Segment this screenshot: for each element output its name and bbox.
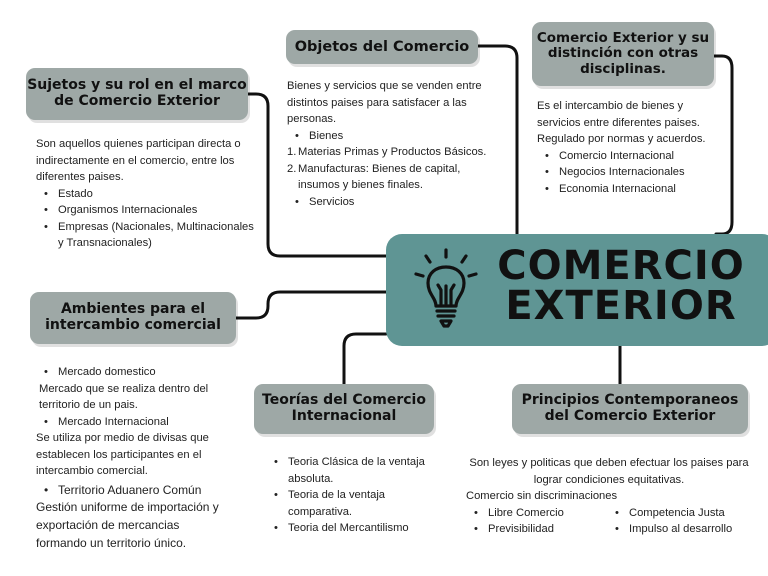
- list-item: • Previsibilidad: [466, 521, 606, 538]
- connector-ambientes: [236, 292, 386, 318]
- ambientes-list-3: [36, 482, 232, 499]
- pill-sujetos: Sujetos y su rol en el marco de Comercio Exterior: [26, 68, 248, 120]
- ambientes-list-2: [36, 414, 232, 431]
- ambientes-desc-3: Gestión uniforme de importación y exportación de mercancias formando un territorio único.: [36, 500, 219, 550]
- objetos-intro: Bienes y servicios que se venden entre distintos paises para satisfacer a las personas.: [287, 80, 482, 125]
- list-item: • Economia Internacional: [537, 181, 713, 198]
- distincion-intro: Es el intercambio de bienes y servicios entre diferentes paises. Regulado por normas y acuerdos.: [537, 100, 706, 145]
- pill-principios: Principios Contemporaneos del Comercio Exterior: [512, 384, 748, 434]
- sujetos-list: [36, 186, 256, 252]
- list-item: • Estado: [36, 186, 256, 203]
- list-item: • Servicios: [287, 194, 499, 211]
- list-item: • Teoria Clásica de la ventaja absoluta.: [266, 454, 436, 487]
- sujetos-intro: Son aquellos quienes participan directa o indirectamente en el comercio, entre los diferentes paises.: [36, 138, 241, 183]
- list-item: • Impulso al desarrollo: [607, 521, 752, 538]
- list-item: • Bienes: [287, 128, 499, 145]
- list-item: • Teoria del Mercantilismo: [266, 520, 436, 537]
- distincion-list: [537, 148, 713, 198]
- pill-objetos: Objetos del Comercio: [286, 30, 478, 64]
- text-distincion: [537, 98, 713, 197]
- principios-intro: Son leyes y politicas que deben efectuar los paises para lograr condiciones equitativas.: [469, 457, 749, 486]
- principios-list-col2: [607, 505, 752, 538]
- objetos-bienes-list: [287, 128, 499, 145]
- list-item: • Mercado Internacional: [36, 414, 232, 431]
- principios-list-col1: [466, 505, 606, 538]
- list-item: • Organismos Internacionales: [36, 202, 256, 219]
- list-item: • Negocios Internacionales: [537, 164, 713, 181]
- objetos-numbered-list: [287, 144, 499, 194]
- list-item: [287, 144, 499, 161]
- pill-distincion: Comercio Exterior y su distinción con otras disciplinas.: [532, 22, 714, 86]
- list-item: • Mercado domestico: [36, 364, 232, 381]
- list-number: 2.: [287, 162, 297, 175]
- list-item: • Teoria de la ventaja comparativa.: [266, 487, 436, 520]
- principios-subheading: Comercio sin discriminaciones: [466, 490, 618, 502]
- central-title: COMERCIO EXTERIOR: [497, 243, 745, 329]
- connector-distincion: [714, 56, 732, 234]
- ambientes-list-1: [36, 364, 232, 381]
- teorias-list: [266, 454, 436, 537]
- ambientes-desc-1: Mercado que se realiza dentro del territorio de un pais.: [39, 382, 209, 411]
- lightbulb-icon: [412, 246, 480, 332]
- list-item: • Libre Comercio: [466, 505, 606, 522]
- list-item: • Competencia Justa: [607, 505, 752, 522]
- connector-teorias: [344, 334, 386, 384]
- list-item: • Empresas (Nacionales, Multinacionales y Transnacionales): [36, 219, 256, 252]
- objetos-servicios-list: [287, 194, 499, 211]
- list-item: • Comercio Internacional: [537, 148, 713, 165]
- ambientes-desc-2: Se utiliza por medio de divisas que establecen los participantes en el intercambio comercial.: [36, 432, 209, 477]
- pill-teorias: Teorías del Comercio Internacional: [254, 384, 434, 434]
- text-principios: [466, 455, 752, 539]
- list-item: • Territorio Aduanero Común: [36, 482, 232, 499]
- text-teorias: [266, 454, 436, 537]
- list-number: 1.: [287, 146, 297, 158]
- list-item: [287, 161, 499, 194]
- list-text: Manufacturas: Bienes de capital, insumos y bienes finales.: [298, 162, 461, 191]
- text-objetos: [287, 78, 499, 210]
- text-sujetos: [36, 136, 256, 252]
- pill-ambientes: Ambientes para el intercambio comercial: [30, 292, 236, 344]
- list-text: Materias Primas y Productos Básicos.: [298, 146, 487, 158]
- text-ambientes: [36, 364, 232, 552]
